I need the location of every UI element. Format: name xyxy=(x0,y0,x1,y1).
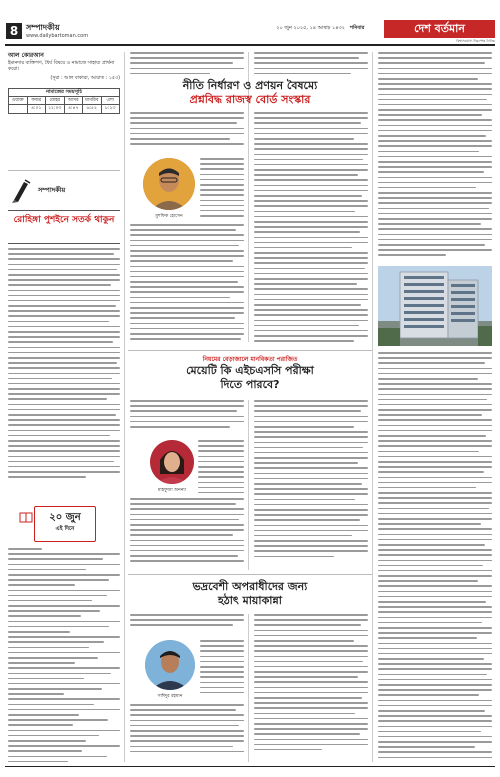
article2-body-col2 xyxy=(254,400,368,570)
quote-title: আল কোরআন xyxy=(8,52,44,59)
article3-body-col1c xyxy=(130,704,244,762)
prayer-time: ৪:০১ xyxy=(28,105,47,113)
prayer-col-header: ওয়াক্ত xyxy=(9,97,28,104)
logo-tagline: বিশ্বাসযোগ্য নিরপেক্ষ দৈনিক xyxy=(456,39,495,43)
quote-box xyxy=(8,52,120,162)
article3-headline-bottom: হঠাৎ মায়াকান্না xyxy=(218,594,282,607)
column-divider xyxy=(124,52,125,762)
article3-body-col1a xyxy=(130,614,244,636)
article1-body-col1c xyxy=(130,224,244,344)
article2-headline xyxy=(130,356,370,392)
header-rule xyxy=(5,44,495,46)
article1-headline-top: নীতি নির্ধারণ ও প্রণয়ন বৈষম্যে xyxy=(182,79,318,92)
section-rule xyxy=(8,243,120,244)
quote-body: ইমানদার ব্যক্তিগণ, ধৈর্য বিষয়ে ও নামাজে সাহায্য প্রার্থনা করো। xyxy=(8,61,115,72)
prayer-table-title: নামাজের সময়সূচি xyxy=(9,89,119,97)
prayer-table-header xyxy=(9,97,119,105)
column-divider xyxy=(248,614,249,762)
article1-author: মুশফিক হোসেন xyxy=(155,214,183,219)
prayer-col-header: মাগরিব xyxy=(83,97,102,104)
page-header xyxy=(0,0,500,44)
article3-headline-top: ভদ্রবেশী অপরাধীদের জন্য xyxy=(192,580,308,593)
date-line xyxy=(170,25,345,32)
editorial-label: সম্পাদকীয় xyxy=(38,186,66,194)
history-box xyxy=(34,506,96,542)
page-number: 8 xyxy=(9,24,19,38)
article2-headline-bottom: দিতে পারবে? xyxy=(220,378,280,391)
author-photo xyxy=(150,440,194,484)
section-rule xyxy=(128,574,372,575)
article3-headline xyxy=(130,580,370,608)
pen-nib-icon xyxy=(10,178,34,208)
article1-headline xyxy=(130,79,370,107)
book-icon xyxy=(19,509,33,528)
article3-author: সাঈদুর রহমান xyxy=(157,694,183,699)
prayer-col-header: আসর xyxy=(65,97,84,104)
article1-continued xyxy=(378,352,492,762)
nbr-building-photo xyxy=(378,266,492,346)
article2-body-col1b xyxy=(198,440,244,498)
article2-body-col1a xyxy=(130,400,244,440)
article1-intro xyxy=(130,52,244,80)
quote-source: (সূরা : আল বাকারা, আয়াত : ১৫৩) xyxy=(50,76,120,81)
section-name: সম্পাদকীয় xyxy=(26,23,60,32)
column-divider xyxy=(248,400,249,570)
prayer-row-label xyxy=(9,105,28,113)
prayer-times-table xyxy=(8,88,120,114)
prayer-time: ১২:০৩ xyxy=(46,105,65,113)
article1-body-col1 xyxy=(130,112,244,155)
article2-headline-top: মেয়েটি কি এইচএসসি পরীক্ষা xyxy=(186,364,314,377)
prayer-col-header: যোহর xyxy=(46,97,65,104)
history-sub: এই দিনে xyxy=(55,526,75,532)
article2-author: মাহফুজা অনন্যা xyxy=(157,488,187,493)
section-rule xyxy=(8,210,120,211)
section-rule xyxy=(128,350,372,351)
footer-rule xyxy=(5,766,495,767)
history-date: ২০ জুন xyxy=(49,512,81,523)
article2-body-col1c xyxy=(130,498,244,570)
editorial-title xyxy=(8,214,120,226)
article3-body-col1b xyxy=(200,640,244,700)
article1-body-col2 xyxy=(254,112,368,344)
editorial-headline: রোহিঙ্গা পুশইনে সতর্ক থাকুন xyxy=(13,215,115,225)
day-name: শনিবার xyxy=(350,25,365,31)
article3-body-col2 xyxy=(254,614,368,762)
history-list xyxy=(8,548,120,763)
prayer-time: ৬:৫২ xyxy=(83,105,102,113)
prayer-col-header: ফজর xyxy=(28,97,47,104)
article2-kicker: নিয়মের বেড়াজালে মানবিকতা পরাজিত xyxy=(202,356,298,363)
prayer-col-header: এশা xyxy=(106,98,114,103)
prayer-time: ৮:২৩ xyxy=(105,106,116,111)
column-divider xyxy=(372,52,373,762)
editorial-label-block xyxy=(10,178,120,208)
website-link[interactable]: www.dailybartoman.com xyxy=(26,33,89,39)
article1-intro-right xyxy=(254,52,368,80)
newspaper-logo: দেশ বর্তমান xyxy=(414,22,465,35)
section-rule xyxy=(8,170,120,171)
article1-body-col1b xyxy=(200,158,244,220)
prayer-table-row xyxy=(9,105,119,113)
article1-headline-bottom: প্রশ্নবিদ্ধ রাজস্ব বোর্ড সংস্কার xyxy=(189,93,311,106)
author-photo xyxy=(143,158,195,210)
date-text: ২০ জুন ২০২৫, ১৪ আষাঢ় ১৪৩২ xyxy=(276,25,345,31)
article1-body-col3 xyxy=(378,52,492,262)
author-photo xyxy=(145,640,195,690)
prayer-time: ৪:৪৭ xyxy=(65,105,84,113)
editorial-body xyxy=(8,248,120,498)
